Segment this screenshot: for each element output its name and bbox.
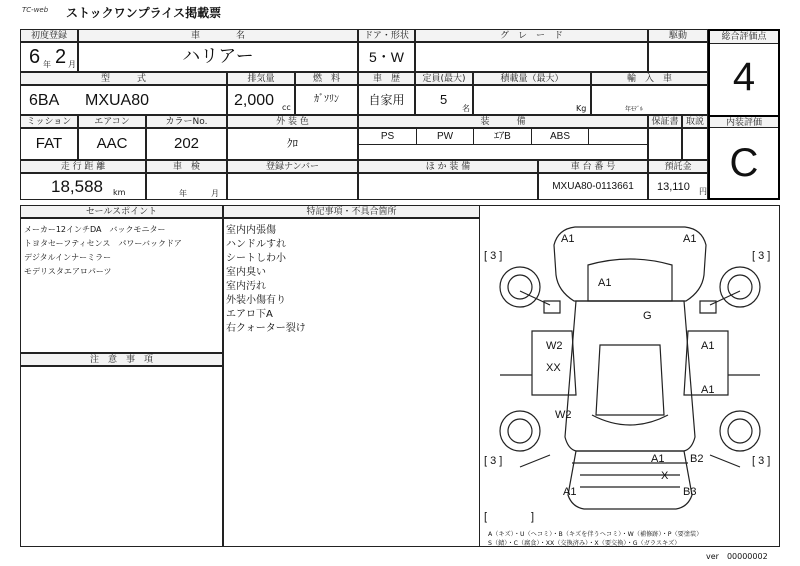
sales-points-label: セールスポイント bbox=[20, 205, 223, 218]
transmission-value: FAT bbox=[20, 128, 78, 160]
plate-value bbox=[227, 173, 358, 200]
sales-point-3: デジタルインナーミラー bbox=[24, 253, 112, 262]
capacity-label: 定員(最大) bbox=[415, 72, 473, 85]
usage-label: 車 歴 bbox=[358, 72, 415, 85]
inspection-value bbox=[146, 173, 227, 200]
mileage-unit: km bbox=[113, 188, 126, 197]
grade-value bbox=[415, 42, 648, 72]
damage-mark-hood: A1 bbox=[598, 277, 612, 289]
door-shape-label: ドア・形状 bbox=[358, 29, 415, 42]
import-note: 年ﾓﾃﾞﾙ bbox=[625, 106, 644, 113]
equipment-value bbox=[358, 128, 648, 160]
damage-mark-left-door: W2 bbox=[546, 340, 563, 352]
exterior-color-label: 外 装 色 bbox=[227, 115, 358, 128]
notes-label: 特記事項・不具合箇所 bbox=[223, 205, 480, 218]
month-unit: 月 bbox=[68, 60, 76, 69]
damage-mark-glass: G bbox=[643, 310, 652, 322]
first-reg-value bbox=[20, 42, 78, 72]
displacement-number: 2,000 bbox=[234, 92, 275, 109]
notes-box bbox=[223, 218, 480, 547]
damage-mark-front-left: A1 bbox=[561, 233, 575, 245]
fuel-label: 燃 料 bbox=[295, 72, 358, 85]
color-no-label: カラーNo. bbox=[146, 115, 227, 128]
car-name-value: ハリアー bbox=[78, 42, 358, 72]
equipment-abs: ABS bbox=[532, 129, 589, 145]
caution-box bbox=[20, 366, 223, 547]
other-equip-label: ほ か 装 備 bbox=[358, 160, 538, 173]
displacement-label: 排気量 bbox=[227, 72, 295, 85]
sales-point-4: モデリスタエアロパーツ bbox=[24, 267, 112, 276]
note-5: 室内汚れ bbox=[226, 281, 266, 292]
load-unit: Kg bbox=[576, 104, 587, 113]
first-reg-label: 初度登録 bbox=[20, 29, 78, 42]
version-label: ver 00000002 bbox=[706, 552, 768, 561]
damage-mark-left-quarter: W2 bbox=[555, 409, 572, 421]
page-title: ストックワンプライス掲載票 bbox=[66, 6, 222, 20]
note-3: シートしわ小 bbox=[226, 253, 286, 264]
drive-label: 駆動 bbox=[648, 29, 708, 42]
interior-rating-value: C bbox=[729, 141, 759, 185]
bracket-front-right: [ 3 ] bbox=[752, 250, 771, 262]
damage-mark-right-rear-door: A1 bbox=[701, 384, 715, 396]
transmission-label: ミッション bbox=[20, 115, 78, 128]
damage-legend-line-1: A（キズ）・U（ヘコミ）・B（キズを伴うヘコミ）・W（補修跡）・P（要塗装） bbox=[488, 531, 703, 538]
load-label: 積載量（最大） bbox=[473, 72, 591, 85]
inspection-year-unit: 年 bbox=[179, 189, 187, 198]
warranty-label: 保証書 bbox=[648, 115, 682, 128]
car-name-label: 車 名 bbox=[78, 29, 358, 42]
equipment-empty bbox=[589, 129, 647, 145]
equipment-airbag: ｴｱB bbox=[474, 129, 532, 145]
mileage-value bbox=[20, 173, 146, 200]
inspection-month-unit: 月 bbox=[211, 189, 219, 198]
chassis-value: MXUA80-0113661 bbox=[538, 173, 648, 200]
load-value bbox=[473, 85, 591, 115]
capacity-unit: 名 bbox=[462, 104, 470, 113]
color-no-value: 202 bbox=[146, 128, 227, 160]
note-6: 外装小傷有り bbox=[226, 295, 286, 306]
other-equip-value bbox=[358, 173, 538, 200]
price-label: 預託金 bbox=[648, 160, 708, 173]
caution-label: 注 意 事 項 bbox=[20, 353, 223, 366]
damage-mark-rear-bumper-left: A1 bbox=[563, 486, 577, 498]
month-value: 2 bbox=[55, 46, 67, 68]
note-8: 右クォーター裂け bbox=[226, 323, 306, 334]
damage-mark-right-rear: B2 bbox=[690, 453, 704, 465]
damage-mark-front-right: A1 bbox=[683, 233, 697, 245]
equipment-label: 装 備 bbox=[358, 115, 648, 128]
capacity-value bbox=[415, 85, 473, 115]
damage-mark-rear-bumper-right: B3 bbox=[683, 486, 697, 498]
inspection-label: 車 検 bbox=[146, 160, 227, 173]
aircon-value: AAC bbox=[78, 128, 146, 160]
damage-mark-right-door: A1 bbox=[701, 340, 715, 352]
price-unit: 円 bbox=[699, 187, 707, 196]
warranty-value bbox=[648, 128, 682, 160]
note-4: 室内臭い bbox=[226, 267, 266, 278]
year-unit: 年 bbox=[43, 60, 51, 69]
mileage-number: 18,588 bbox=[51, 177, 103, 196]
capacity-number: 5 bbox=[440, 92, 448, 107]
drive-value bbox=[648, 42, 708, 72]
sales-points-box bbox=[20, 218, 223, 353]
import-label: 輸 入 車 bbox=[591, 72, 708, 85]
plate-label: 登録ナンバー bbox=[227, 160, 358, 173]
car-damage-diagram bbox=[480, 205, 780, 547]
manual-label: 取説 bbox=[682, 115, 708, 128]
door-shape-value: 5・W bbox=[358, 42, 415, 72]
damage-mark-left-rear-door: XX bbox=[546, 362, 561, 374]
fuel-value: ｶﾞｿﾘﾝ bbox=[295, 85, 358, 115]
displacement-value bbox=[227, 85, 295, 115]
mileage-label: 走 行 距 離 bbox=[20, 160, 146, 173]
model-label: 型 式 bbox=[20, 72, 227, 85]
exterior-color-value: ｸﾛ bbox=[227, 128, 358, 160]
overall-rating-value: 4 bbox=[732, 55, 756, 99]
damage-legend-line-2: S（錆）・C（腐食）・XX（交換済み）・X（要交換）・G（ガラスキズ） bbox=[488, 540, 681, 547]
bottom-bracket: [ ] bbox=[484, 511, 535, 523]
damage-mark-rear-panel: X bbox=[661, 470, 669, 482]
note-1: 室内内張傷 bbox=[226, 225, 276, 236]
note-2: ハンドルすれ bbox=[226, 239, 286, 250]
model-code: MXUA80 bbox=[85, 92, 150, 109]
chassis-label: 車 台 番 号 bbox=[538, 160, 648, 173]
equipment-pw: PW bbox=[417, 129, 474, 145]
overall-rating-label: 総合評価点 bbox=[710, 31, 778, 44]
usage-value: 自家用 bbox=[358, 85, 415, 115]
year-value: 6 bbox=[29, 46, 41, 68]
import-value bbox=[591, 85, 708, 115]
sales-point-2: トヨタセーフティセンス パワーバックドア bbox=[24, 239, 182, 248]
wheels bbox=[500, 267, 760, 451]
grade-label: グ レ ー ド bbox=[415, 29, 648, 42]
damage-mark-rear-hatch: A1 bbox=[651, 453, 665, 465]
car-outline bbox=[500, 227, 760, 509]
note-7: エアロ下A bbox=[226, 309, 273, 320]
aircon-label: エアコン bbox=[78, 115, 146, 128]
model-value bbox=[20, 85, 227, 115]
model-prefix: 6BA bbox=[29, 92, 60, 109]
bracket-front-left: [ 3 ] bbox=[484, 250, 503, 262]
logo: TC-web bbox=[22, 6, 49, 14]
displacement-unit: cc bbox=[282, 103, 291, 112]
manual-value bbox=[682, 128, 708, 160]
interior-rating-label: 内装評価 bbox=[710, 115, 778, 128]
bracket-rear-left: [ 3 ] bbox=[484, 455, 503, 467]
price-number: 13,110 bbox=[657, 181, 690, 193]
price-value bbox=[648, 173, 708, 200]
sales-point-1: メーカー12インチDA バックモニター bbox=[24, 225, 166, 234]
equipment-ps: PS bbox=[359, 129, 417, 145]
bracket-rear-right: [ 3 ] bbox=[752, 455, 771, 467]
